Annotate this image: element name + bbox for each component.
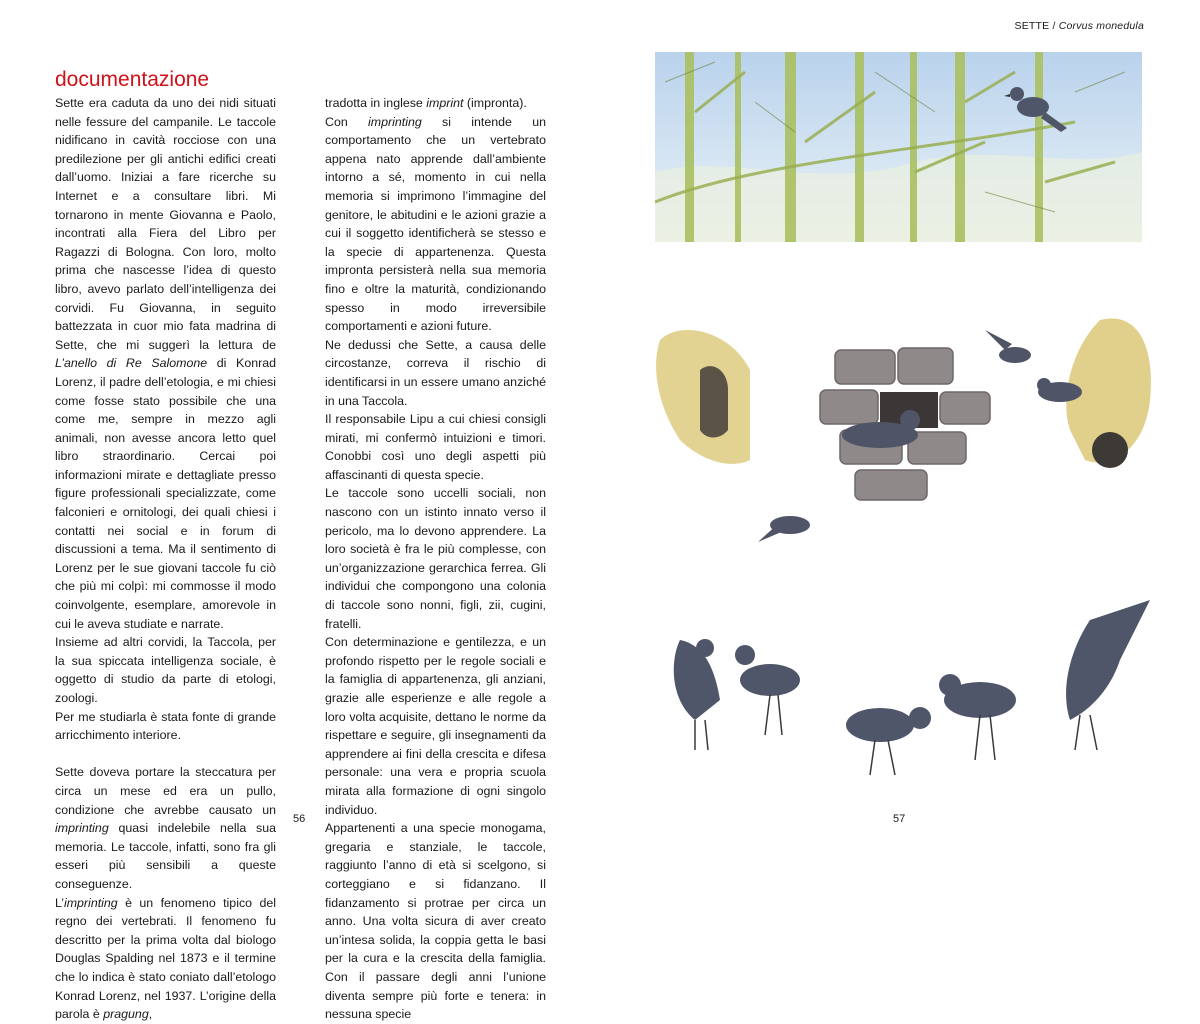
text-run: L’ xyxy=(55,895,64,910)
text-run: tradotta in inglese xyxy=(325,96,427,110)
paragraph xyxy=(55,894,276,1024)
running-header xyxy=(1015,20,1145,32)
text-run: , xyxy=(148,1007,153,1022)
paragraph xyxy=(325,410,546,484)
text-run: Con determinazione e gentilezza, e un profondo rispetto per le regole sociali e la famiglia di appartenenza, gli anziani, grazie alle esperienze e alle regole a loro volta acquisite, dettano le norme da rispettare e seguire, gli insegnamenti da apprendere ai fini della crescita e difesa personale: una vera e propria scuola mirata alla formazione di ogni singolo individuo. xyxy=(325,635,546,817)
italic-term: imprinting xyxy=(63,895,118,910)
birch-tree-illustration xyxy=(655,52,1142,242)
text-run: è un fenomeno tipico del regno dei vertebrati. Il fenomeno fu descritto per la prima volta dal biologo Douglas Spalding nel 1873 e il termine che lo indica è stato coniato dall’etologo Konrad Lorenz, nel 1937. L’origine della parola è xyxy=(55,895,276,1022)
text-run: (impronta). xyxy=(463,96,527,110)
wall-nest-illustration xyxy=(640,310,1165,560)
paragraph xyxy=(325,633,546,819)
text-run: di Konrad Lorenz, il padre dell’etologia, e mi chiesi come fosse stato possibile che una come me, sempre in mezzo agli animali, non avesse ancora letto quel libro straordinario. Cercai poi informazioni mirate e dettagliate presso figure professionali specializzate, come falconieri e ornitologi, dei quali chiesi i contatti nei social e in forum di discussioni a tema. Ma il sentimento di Lorenz per le sue giovani taccole fu ciò che più mi colpì: mi commosse il modo coinvolgente, esemplare, amorevole in cui le aveva studiate e narrate. xyxy=(55,356,277,631)
text-run: Il responsabile Lipu a cui chiesi consigli mirati, mi confermò intuizioni e timori. Conobbi così uno degli aspetti più affascinanti di questa specie. xyxy=(325,412,546,482)
italic-term: pragung xyxy=(103,1007,149,1022)
right-text-column xyxy=(325,94,546,1024)
paragraph xyxy=(55,763,276,893)
paragraph xyxy=(325,819,546,1024)
page-number-right: 57 xyxy=(893,813,906,825)
text-run: si intende un comportamento che un vertebrato appena nato apprende dall’ambiente intorno a sé, momento in cui nella memoria si imprimono l’immagine del genitore, le abitudini e le azioni grazie a cui il soggetto identificherà se stesso e la specie di appartenenza. Questa impronta persisterà nella sua memoria fino e oltre la maturità, condizionando spesso in modo irreversibile comportamenti e azioni future. xyxy=(325,114,546,334)
paragraph xyxy=(325,113,546,336)
paragraph xyxy=(55,633,276,707)
text-run: Sette era caduta da uno dei nidi situati nelle fessure del campanile. Le taccole nidificano in cavità rocciose con una predilezione per gli antichi edifici creati dall’uomo. Iniziai a fare ricerche su Internet e a consultare libri. Mi tornarono in mente Giovanna e Paolo, incontrati alla Fiera del Libro per Ragazzi di Bologna. Con loro, molto prima che nascesse l’idea di questo libro, avevo parlato dell’intelligenza dei corvidi. Fu Giovanna, in seguito battezzata in cuor mio fata madrina di Sette, che mi suggerì la lettura de xyxy=(55,96,276,352)
text-run: Appartenenti a una specie monogama, gregaria e stanziale, le taccole, raggiunto l’anno di età si scelgono, si corteggiano e si fidanzano. Il fidanzamento si protrae per circa un anno. Una volta sicura di aver creato un’intesa solida, la coppia getta le basi per la cura e la crescita della famiglia. Con il passare degli anni l’unione diventa sempre più forte e tenera: in nessuna specie xyxy=(325,821,546,1022)
paragraph xyxy=(325,94,546,113)
text-run: Insieme ad altri corvidi, la Taccola, per la sua spiccata intelligenza sociale, è oggetto di studio da parte di etologi, zoologi. xyxy=(55,635,276,705)
text-run: Le taccole sono uccelli sociali, non nascono con un istinto innato verso il pericolo, ma lo devono apprendere. La loro società è fra le più complesse, con un’organizzazione gerarchica ferrea. Gli individui che compongono una colonia di taccole sono nonni, figli, zii, cugini, fratelli. xyxy=(325,486,546,631)
paragraph xyxy=(55,94,276,633)
text-run: quasi indelebile nella sua memoria. Le taccole, infatti, sono fra gli esseri più sensibili a queste conseguenze. xyxy=(55,821,276,891)
paragraph xyxy=(325,484,546,633)
italic-term: imprint xyxy=(426,96,464,110)
section-title: documentazione xyxy=(55,68,210,92)
italic-term: L’anello di Re Salomone xyxy=(55,356,208,371)
text-run: Sette doveva portare la steccatura per circa un mese ed era un pullo, condizione che avrebbe causato un xyxy=(55,765,276,817)
text-run: Ne dedussi che Sette, a causa delle circostanze, correva il rischio di identificarsi in un essere umano anziché in una Taccola. xyxy=(325,337,546,408)
page-number-left: 56 xyxy=(293,813,306,825)
species-label: Corvus monedula xyxy=(1058,20,1144,32)
chapter-label: SETTE / xyxy=(1014,20,1059,32)
paragraph xyxy=(325,336,546,410)
left-text-column xyxy=(55,94,276,1024)
text-run: Con xyxy=(325,114,369,129)
paragraph xyxy=(55,708,276,745)
italic-term: imprinting xyxy=(55,821,109,836)
text-run: Per me studiarla è stata fonte di grande arricchimento interiore. xyxy=(55,709,276,743)
italic-term: imprinting xyxy=(368,114,422,129)
jackdaw-group-illustration xyxy=(650,600,1175,805)
